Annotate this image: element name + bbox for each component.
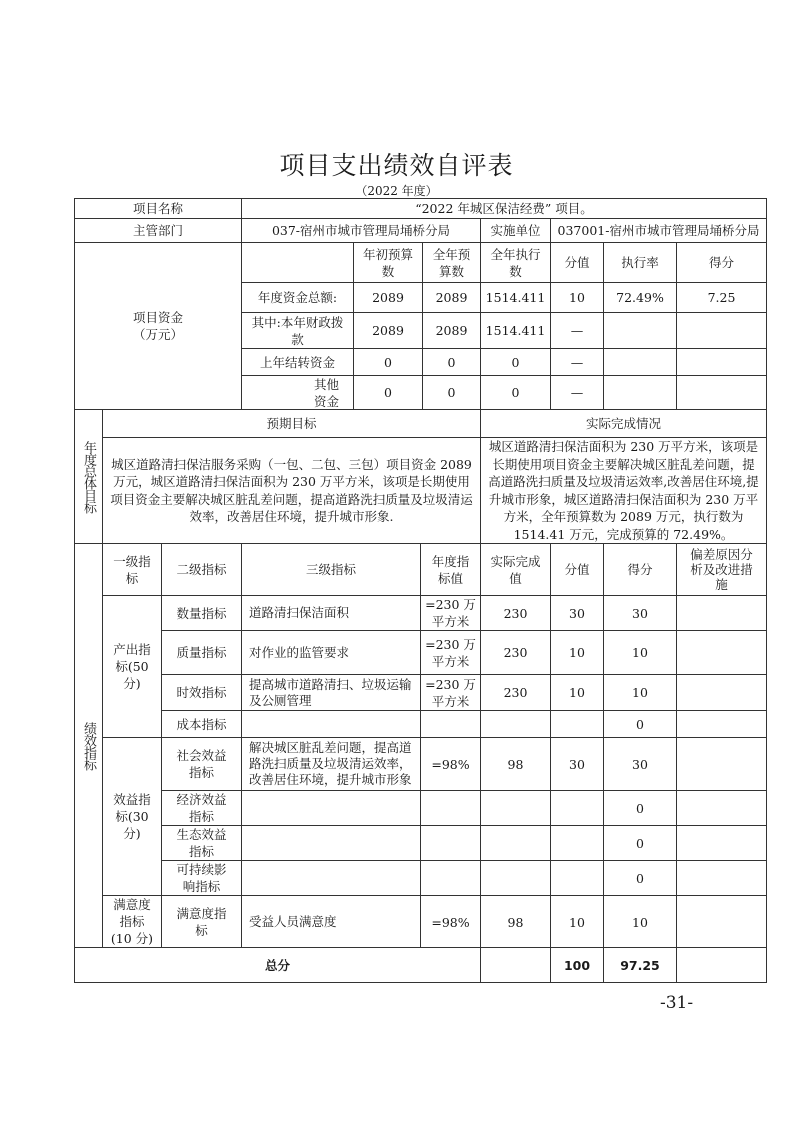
perf-deviation xyxy=(676,790,767,826)
perf-level2: 可持续影 响指标 xyxy=(161,860,242,896)
perf-deviation xyxy=(676,630,767,675)
performance-section-label: 绩效指标 xyxy=(74,543,103,948)
fund-row-executed: 1514.411 xyxy=(480,282,551,313)
dept-value: 037-宿州市城市管理局埇桥分局 xyxy=(241,218,481,243)
perf-level3 xyxy=(241,860,421,896)
perf-header-level2: 二级指标 xyxy=(161,543,242,596)
group-benefit-label: 效益指 标(30 分) xyxy=(102,737,162,896)
perf-level2: 时效指标 xyxy=(161,674,242,711)
perf-target: =98% xyxy=(420,737,481,791)
perf-level2: 生态效益 指标 xyxy=(161,825,242,861)
dept-label: 主管部门 xyxy=(74,218,242,243)
project-name-value: “2022 年城区保洁经费” 项目。 xyxy=(241,198,767,219)
page-title: 项目支出绩效自评表 xyxy=(279,151,514,180)
fund-row-score-value: — xyxy=(550,375,604,410)
perf-target: =230 万 平方米 xyxy=(420,674,481,711)
perf-deviation xyxy=(676,674,767,711)
fund-row-score: 7.25 xyxy=(676,282,767,313)
total-score-value: 100 xyxy=(550,947,604,983)
group-satisfaction-label: 满意度 指标 (10 分) xyxy=(102,895,162,948)
expected-goal-text: 城区道路清扫保洁服务采购（一包、二包、三包）项目资金 2089 万元，城区道路清扫保洁面积为 230 万平方米，该项是长期使用项目资金主要解决城区脏乱差问题，提高道路洗扫质量及垃圾清运效率，改善居住环境，提升城市形象. xyxy=(102,437,481,544)
perf-target: =230 万 平方米 xyxy=(420,630,481,675)
total-actual xyxy=(480,947,551,983)
perf-header-score-value: 分值 xyxy=(550,543,604,596)
perf-header-deviation: 偏差原因分 析及改进措 施 xyxy=(676,543,767,596)
perf-level3 xyxy=(241,825,421,861)
perf-target xyxy=(420,790,481,826)
perf-deviation xyxy=(676,860,767,896)
perf-target: =98% xyxy=(420,895,481,949)
perf-target xyxy=(420,710,481,738)
fund-row-label: 上年结转资金 xyxy=(241,348,354,376)
fund-row-executed: 0 xyxy=(480,348,551,376)
perf-header-target: 年度指 标值 xyxy=(420,543,481,596)
fund-row-score xyxy=(676,375,767,410)
perf-level3: 受益人员满意度 xyxy=(241,895,421,949)
perf-level3 xyxy=(241,790,421,826)
fund-row-rate xyxy=(603,312,677,349)
fund-row-rate xyxy=(603,348,677,376)
funds-header-executed: 全年执行 数 xyxy=(480,242,551,283)
perf-deviation xyxy=(676,895,767,949)
impl-unit-label: 实施单位 xyxy=(480,218,551,243)
perf-score-value xyxy=(550,825,604,861)
fund-row-executed: 0 xyxy=(480,375,551,410)
perf-header-level1: 一级指 标 xyxy=(102,543,162,596)
perf-score-value xyxy=(550,860,604,896)
perf-score-value xyxy=(550,790,604,826)
funds-header-annual: 全年预 算数 xyxy=(422,242,481,283)
total-label: 总分 xyxy=(74,947,481,983)
page-number: -31- xyxy=(660,993,694,1013)
perf-actual: 98 xyxy=(480,895,551,949)
perf-score: 0 xyxy=(603,710,677,738)
fund-row-initial: 2089 xyxy=(353,282,423,313)
perf-target: =230 万 平方米 xyxy=(420,595,481,631)
perf-level2: 成本指标 xyxy=(161,710,242,738)
perf-level2: 数量指标 xyxy=(161,595,242,631)
perf-level2: 质量指标 xyxy=(161,630,242,675)
funds-header-blank xyxy=(241,242,354,283)
perf-score: 0 xyxy=(603,860,677,896)
perf-actual xyxy=(480,790,551,826)
fund-row-label: 其他 资金 xyxy=(241,375,354,410)
fund-row-score xyxy=(676,348,767,376)
funds-header-initial: 年初预算 数 xyxy=(353,242,423,283)
perf-actual: 230 xyxy=(480,595,551,631)
fund-row-score-value: — xyxy=(550,312,604,349)
fund-row-score-value: 10 xyxy=(550,282,604,313)
perf-score: 10 xyxy=(603,895,677,949)
fund-row-executed: 1514.411 xyxy=(480,312,551,349)
actual-completion-header: 实际完成情况 xyxy=(480,409,767,438)
actual-completion-text: 城区道路清扫保洁面积为 230 万平方米，该项是长期使用项目资金主要解决城区脏乱差问题，提高道路洗扫质量及垃圾清运效率,改善居住环境,提升城市形象，城区道路清扫保洁面积为 230 万平方米，全年预算数为 2089 万元，执行数为 1514.41 万元，完成预算的 72.49%。 xyxy=(480,437,767,544)
perf-actual xyxy=(480,860,551,896)
perf-score: 0 xyxy=(603,825,677,861)
perf-score-value xyxy=(550,710,604,738)
perf-score-value: 10 xyxy=(550,895,604,949)
perf-deviation xyxy=(676,595,767,631)
goals-section-label: 年度总体目标 xyxy=(74,409,103,544)
perf-target xyxy=(420,825,481,861)
perf-score-value: 30 xyxy=(550,595,604,631)
fund-row-initial: 2089 xyxy=(353,312,423,349)
perf-actual: 230 xyxy=(480,674,551,711)
fund-row-label: 其中:本年财政拨 款 xyxy=(241,312,354,349)
fund-row-annual: 2089 xyxy=(422,282,481,313)
impl-unit-value: 037001-宿州市城市管理局埇桥分局 xyxy=(550,218,767,243)
perf-actual: 98 xyxy=(480,737,551,791)
project-name-label: 项目名称 xyxy=(74,198,242,219)
perf-level3: 对作业的监管要求 xyxy=(241,630,421,675)
fund-row-score xyxy=(676,312,767,349)
fund-row-annual: 2089 xyxy=(422,312,481,349)
perf-level3: 解决城区脏乱差问题，提高道 路洗扫质量及垃圾清运效率， 改善居住环境，提升城市形象 xyxy=(241,737,421,791)
perf-level2: 满意度指 标 xyxy=(161,895,242,949)
perf-actual: 230 xyxy=(480,630,551,675)
total-score: 97.25 xyxy=(603,947,677,983)
funds-header-rate: 执行率 xyxy=(603,242,677,283)
perf-level2: 经济效益 指标 xyxy=(161,790,242,826)
perf-deviation xyxy=(676,737,767,791)
fund-row-annual: 0 xyxy=(422,348,481,376)
funds-header-score: 得分 xyxy=(676,242,767,283)
group-output-label: 产出指 标(50 分) xyxy=(102,595,162,738)
fund-row-initial: 0 xyxy=(353,348,423,376)
fund-row-label: 年度资金总额: xyxy=(241,282,354,313)
perf-deviation xyxy=(676,825,767,861)
perf-score: 0 xyxy=(603,790,677,826)
perf-header-level3: 三级指标 xyxy=(241,543,421,596)
perf-header-score: 得分 xyxy=(603,543,677,596)
perf-score-value: 10 xyxy=(550,674,604,711)
funds-label: 项目资金 （万元） xyxy=(74,242,242,410)
perf-level3 xyxy=(241,710,421,738)
perf-actual xyxy=(480,825,551,861)
fund-row-annual: 0 xyxy=(422,375,481,410)
fund-row-rate xyxy=(603,375,677,410)
perf-level2: 社会效益 指标 xyxy=(161,737,242,791)
perf-score: 30 xyxy=(603,737,677,791)
page-subtitle: （2022 年度） xyxy=(355,184,438,198)
expected-goal-header: 预期目标 xyxy=(102,409,481,438)
perf-score-value: 30 xyxy=(550,737,604,791)
perf-actual xyxy=(480,710,551,738)
perf-score: 10 xyxy=(603,630,677,675)
perf-score: 10 xyxy=(603,674,677,711)
total-deviation xyxy=(676,947,767,983)
perf-score: 30 xyxy=(603,595,677,631)
fund-row-initial: 0 xyxy=(353,375,423,410)
perf-target xyxy=(420,860,481,896)
perf-header-actual: 实际完成 值 xyxy=(480,543,551,596)
perf-deviation xyxy=(676,710,767,738)
perf-level3: 道路清扫保洁面积 xyxy=(241,595,421,631)
perf-score-value: 10 xyxy=(550,630,604,675)
funds-header-score-value: 分值 xyxy=(550,242,604,283)
perf-level3: 提高城市道路清扫、垃圾运输 及公厕管理 xyxy=(241,674,421,711)
fund-row-score-value: — xyxy=(550,348,604,376)
fund-row-rate: 72.49% xyxy=(603,282,677,313)
